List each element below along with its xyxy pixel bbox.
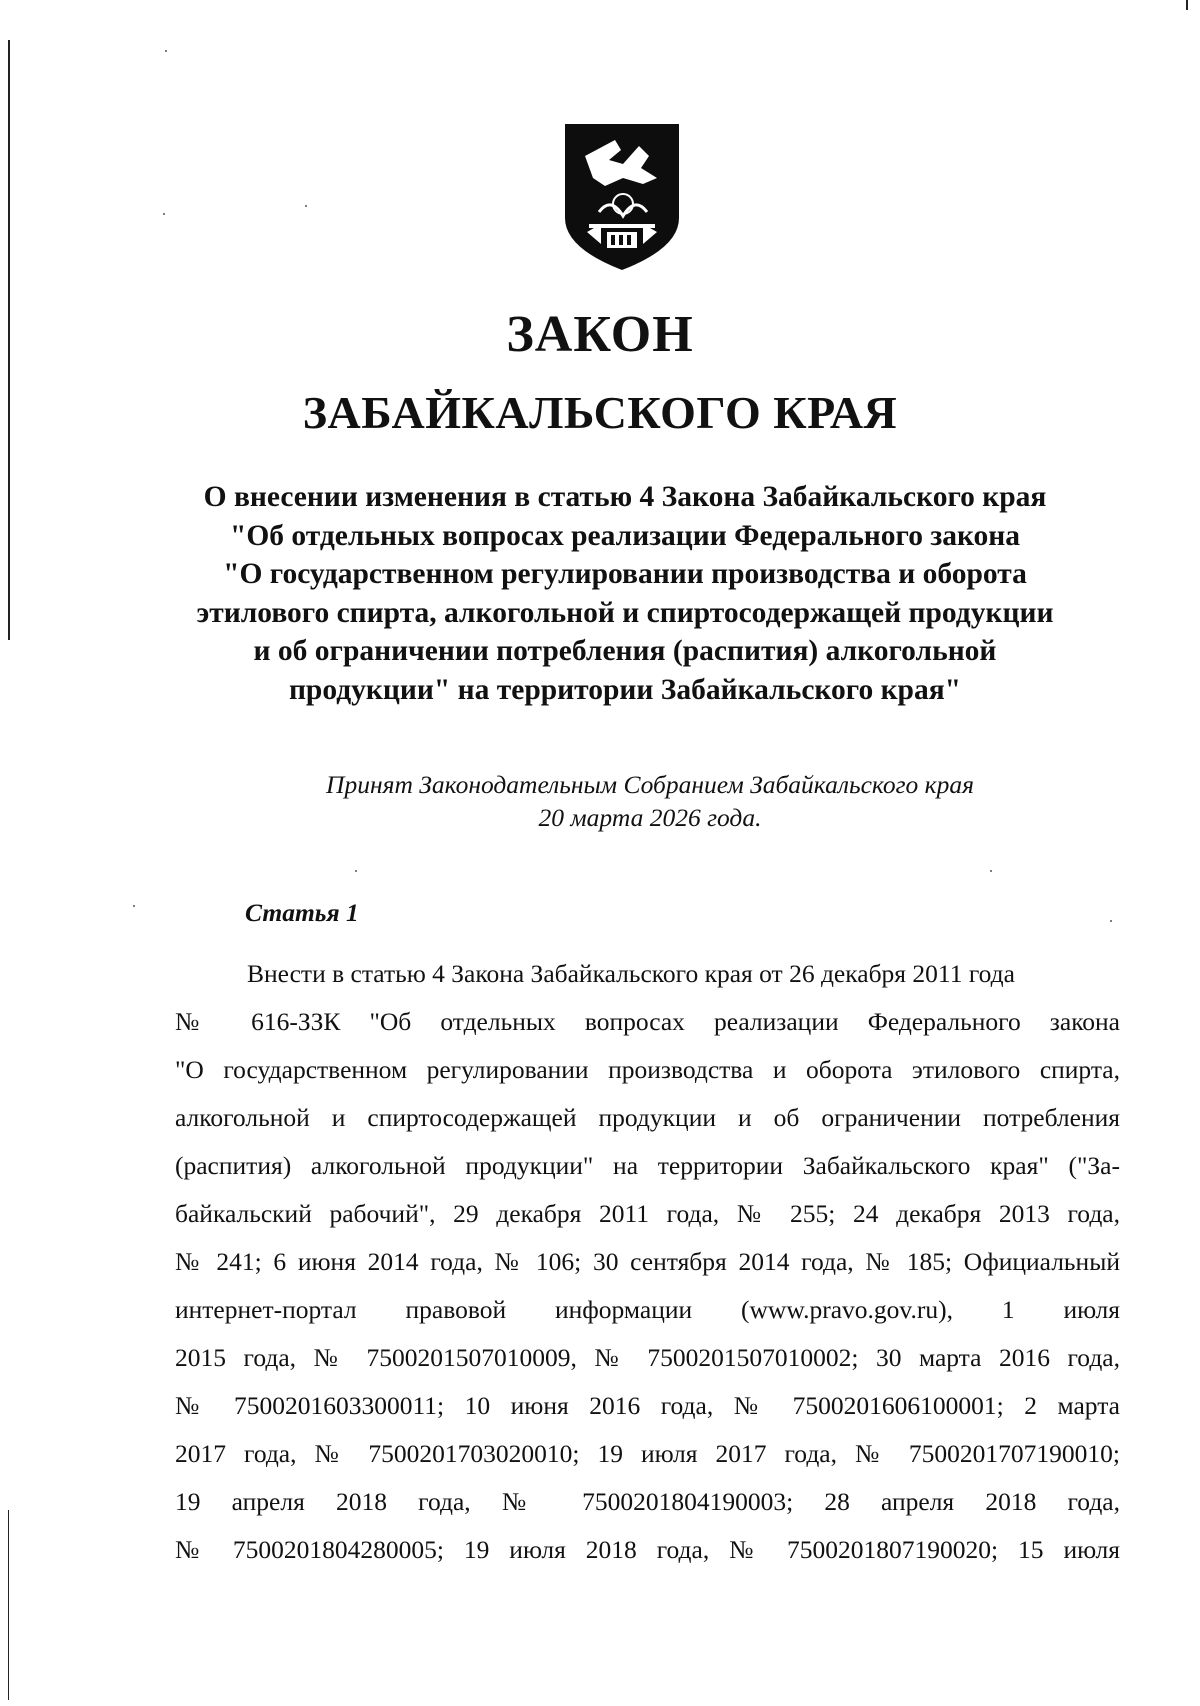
article-body-line: № 7500201603300011; 10 июня 2016 года, № 7500201606100001; 2 марта — [175, 1391, 1120, 1420]
law-subject-line: "О государственном регулировании производства и оборота — [223, 558, 1027, 590]
article-heading: Статья 1 — [245, 898, 359, 927]
law-subject-line: "Об отдельных вопросах реализации Федерального закона — [229, 519, 1021, 552]
article-body-line: "О государственном регулировании производства и оборота этилового спирта, — [175, 1055, 1120, 1084]
law-subject-line: и об ограничении потребления (распития) алкогольной — [253, 635, 997, 667]
coat-of-arms-icon — [557, 120, 687, 272]
article-body-line: № 241; 6 июня 2014 года, № 106; 30 сентября 2014 года, № 185; Официальный — [175, 1247, 1120, 1276]
article-body — [175, 950, 1120, 1574]
article-body-line: 19 апреля 2018 года, № 7500201804190003; 28 апреля 2018 года, — [175, 1487, 1120, 1516]
scan-speck — [133, 905, 135, 907]
scan-speck — [305, 205, 307, 207]
law-subject-line: этилового спирта, алкогольной и спиртосодержащей продукции — [196, 596, 1054, 629]
article-body-line: (распития) алкогольной продукции" на территории Забайкальского края" ("За- — [175, 1151, 1120, 1180]
scan-speck — [163, 213, 165, 215]
article-body-line: байкальский рабочий", 29 декабря 2011 года, № 255; 24 декабря 2013 года, — [175, 1199, 1120, 1228]
scan-speck — [165, 50, 167, 52]
scan-speck — [355, 870, 357, 872]
scan-speck — [990, 870, 992, 872]
document-title: ЗАКОН — [506, 306, 694, 363]
scan-edge-line-bottom-left — [8, 1510, 9, 1700]
adoption-note — [250, 768, 1050, 834]
article-body-line: интернет-портал правовой информации (www.pravo.gov.ru), 1 июля — [175, 1295, 1120, 1324]
document-title-region: ЗАБАЙКАЛЬСКОГО КРАЯ — [302, 387, 898, 438]
law-subject — [130, 478, 1120, 709]
scan-speck — [1110, 920, 1112, 922]
law-subject-line: продукции" на территории Забайкальского края" — [288, 673, 962, 706]
adoption-date: 20 марта 2026 года. — [538, 803, 762, 832]
article-body-line: алкогольной и спиртосодержащей продукции и об ограничении потребления — [175, 1103, 1120, 1132]
article-body-line: № 7500201804280005; 19 июля 2018 года, № 7500201807190020; 15 июля — [175, 1535, 1120, 1564]
article-body-line: 2017 года, № 7500201703020010; 19 июля 2017 года, № 7500201707190010; — [175, 1439, 1120, 1468]
article-body-line: Внести в статью 4 Закона Забайкальского края от 26 декабря 2011 года — [247, 959, 1015, 988]
scan-edge-line-right — [1186, 0, 1188, 10]
article-body-line: 2015 года, № 7500201507010009, № 7500201507010002; 30 марта 2016 года, — [175, 1343, 1120, 1372]
article-body-line: № 616-ЗЗК "Об отдельных вопросах реализации Федерального закона — [175, 1007, 1120, 1036]
law-subject-line: О внесении изменения в статью 4 Закона Забайкальского края — [203, 481, 1047, 513]
adoption-note-line: Принят Законодательным Собранием Забайкальского края — [326, 770, 974, 799]
